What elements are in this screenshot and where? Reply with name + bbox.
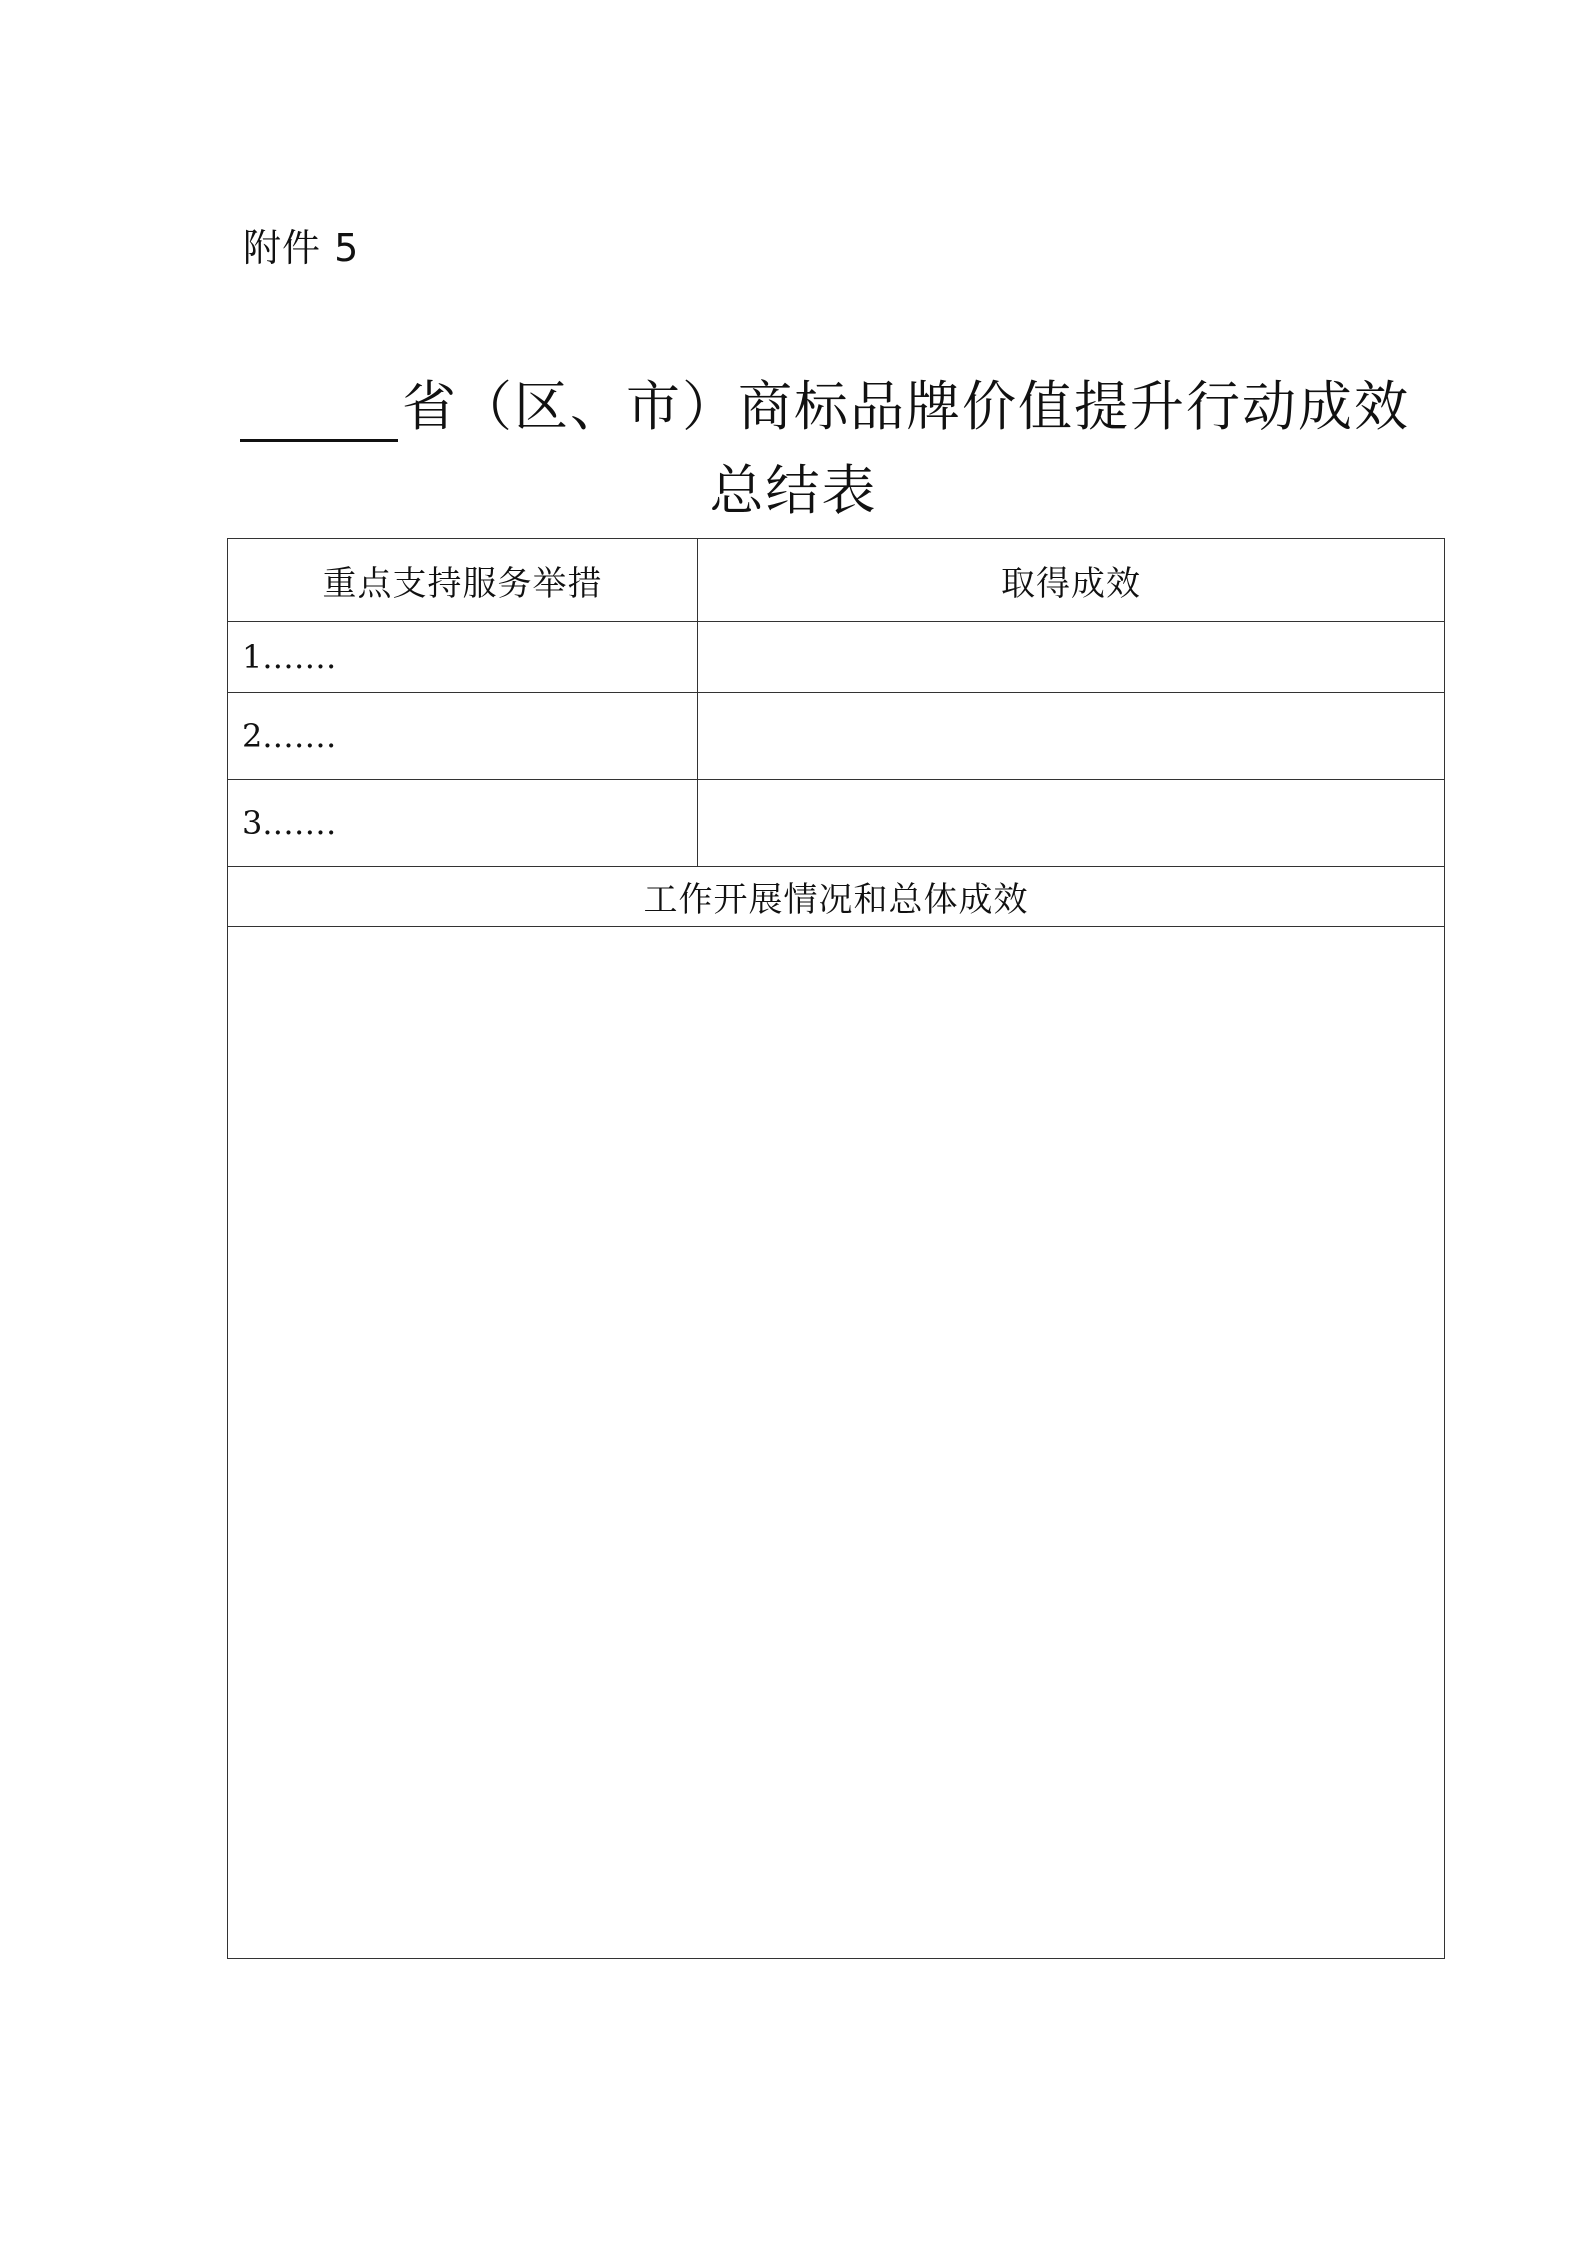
summary-header-row [228,867,1445,927]
measure-cell: 3.…… [228,780,698,867]
result-cell [698,622,1445,693]
result-cell [698,780,1445,867]
table-row [228,780,1445,867]
header-results: 取得成效 [698,539,1445,622]
header-measures: 重点支持服务举措 [228,539,698,622]
document-title-text: 省（区、市）商标品牌价值提升行动成效 [402,375,1410,438]
result-cell [698,693,1445,780]
document-title-line1 [240,372,1410,442]
summary-body [228,927,1445,1959]
summary-header: 工作开展情况和总体成效 [228,867,1445,927]
measure-cell: 1.…… [228,622,698,693]
attachment-label: 附件 5 [243,226,360,270]
table-row [228,693,1445,780]
table-header-row [228,539,1445,622]
summary-table [227,538,1445,1959]
measure-cell: 2.…… [228,693,698,780]
table-row [228,622,1445,693]
document-title-line2: 总结表 [709,459,878,522]
province-fill-blank [240,383,398,442]
summary-body-row [228,927,1445,1959]
